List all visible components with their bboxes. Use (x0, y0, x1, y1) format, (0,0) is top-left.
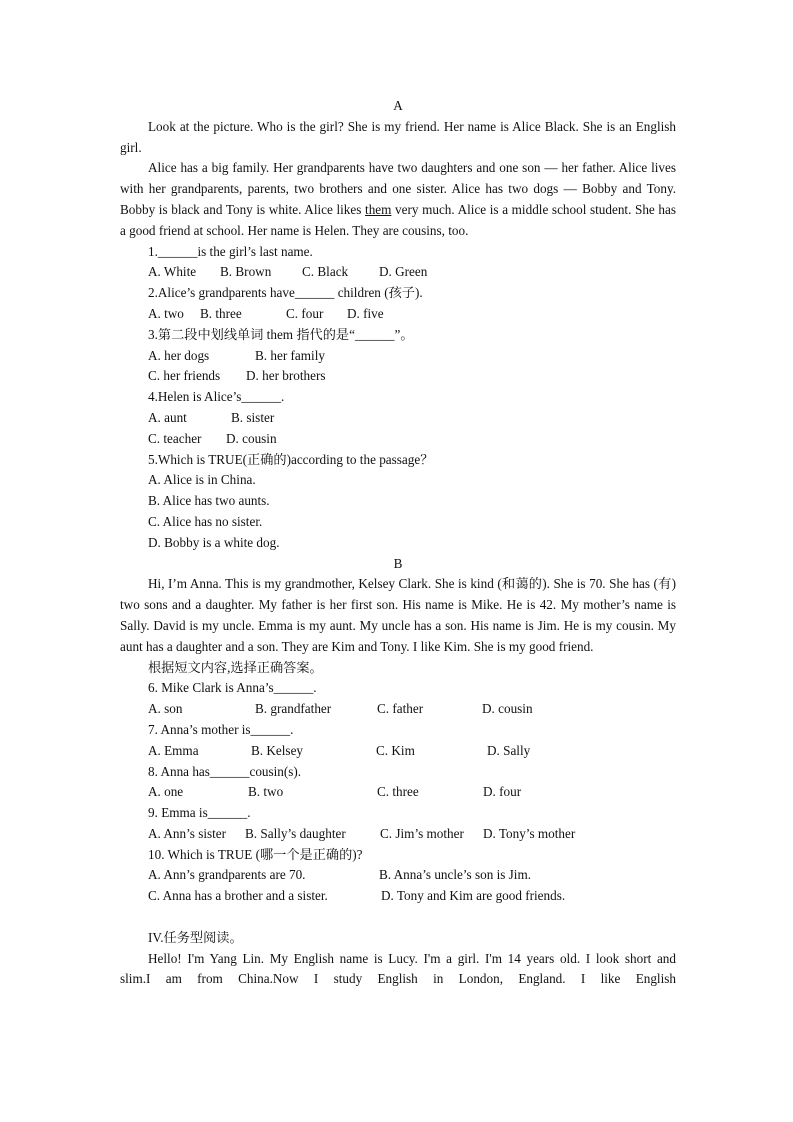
question-8-options (120, 782, 676, 803)
option[interactable]: C. four (286, 305, 324, 321)
passage-iv-line-2: slim.I am from China.Now I study English in London, England. I like English (120, 971, 676, 987)
option[interactable]: D. cousin (482, 701, 533, 717)
option[interactable]: B. Sally’s daughter (245, 825, 346, 841)
spacer (120, 907, 676, 928)
question-2-options (120, 304, 676, 325)
option[interactable]: A. Alice is in China. (148, 472, 256, 488)
option[interactable]: D. Tony’s mother (483, 825, 576, 841)
option[interactable]: B. grandfather (255, 701, 332, 717)
option[interactable]: C. teacher (148, 430, 202, 446)
section-b-heading: B (393, 555, 403, 571)
option[interactable]: B. Alice has two aunts. (148, 493, 270, 509)
option[interactable]: B. her family (255, 347, 325, 363)
question-10: 10. Which is TRUE (哪一个是正确的)? (148, 846, 363, 862)
option[interactable]: D. five (347, 305, 384, 321)
question-9: 9. Emma is______. (148, 805, 251, 821)
question-1-options (120, 262, 676, 283)
section-iv-heading: IV.任务型阅读。 (148, 929, 243, 945)
question-5: 5.Which is TRUE(正确的)according to the passage？ (148, 451, 434, 467)
question-6-options (120, 699, 676, 720)
option[interactable]: D. four (483, 784, 522, 800)
worksheet-page (120, 96, 676, 990)
option[interactable]: D. Tony and Kim are good friends. (381, 888, 566, 904)
option[interactable]: C. Anna has a brother and a sister. (148, 888, 328, 904)
option[interactable]: A. two (148, 305, 184, 321)
option[interactable]: B. two (248, 784, 284, 800)
question-9-options (120, 824, 676, 845)
option[interactable]: B. Brown (220, 264, 272, 280)
option[interactable]: D. her brothers (246, 368, 326, 384)
question-7-options (120, 741, 676, 762)
option[interactable]: D. Sally (487, 742, 531, 758)
option[interactable]: A. White (148, 264, 197, 280)
option[interactable]: C. Jim’s mother (380, 825, 464, 841)
option[interactable]: B. sister (231, 409, 275, 425)
option[interactable]: B. three (200, 305, 242, 321)
question-3-options-row-1 (120, 346, 676, 367)
option[interactable]: C. Alice has no sister. (148, 513, 263, 529)
option[interactable]: A. Emma (148, 742, 199, 758)
passage-iv-line-1: Hello! I'm Yang Lin. My English name is Lucy. I'm a girl. I'm 14 years old. I look short and (148, 950, 676, 966)
option[interactable]: C. father (377, 701, 424, 717)
paragraph-text: Alice has a big family. Her grandparents have two daughters and one son — her father. Alice lives with her grandparents, parents, two brothers and one sister. Alice has two dogs — Bobby and Tony. Bobby is black and Tony is white. Alice likes (120, 160, 676, 217)
option[interactable]: B. Anna’s uncle’s son is Jim. (379, 867, 532, 883)
option[interactable]: A. her dogs (148, 347, 210, 363)
question-4: 4.Helen is Alice’s______. (148, 389, 285, 405)
option[interactable]: A. son (148, 701, 183, 717)
option[interactable]: D. Green (379, 264, 428, 280)
option[interactable]: C. her friends (148, 368, 221, 384)
instruction: 根据短文内容,选择正确答案。 (148, 659, 323, 675)
question-10-options-row-2 (120, 886, 676, 907)
question-3-options-row-2 (120, 366, 676, 387)
option[interactable]: C. three (377, 784, 419, 800)
option[interactable]: D. cousin (226, 430, 277, 446)
question-4-options-row-1 (120, 408, 676, 429)
question-1: 1.______is the girl’s last name. (148, 243, 313, 259)
option[interactable]: B. Kelsey (251, 742, 304, 758)
question-4-options-row-2 (120, 429, 676, 450)
option[interactable]: A. aunt (148, 409, 187, 425)
underlined-word-them: them (365, 201, 392, 217)
question-6: 6. Mike Clark is Anna’s______. (148, 680, 317, 696)
option[interactable]: A. one (148, 784, 184, 800)
question-2: 2.Alice’s grandparents have______ children (孩子). (148, 285, 423, 301)
question-3: 3.第二段中划线单词 them 指代的是“______”。 (148, 326, 414, 342)
option[interactable]: A. Ann’s sister (148, 825, 227, 841)
option[interactable]: A. Ann’s grandparents are 70. (148, 867, 306, 883)
question-7: 7. Anna’s mother is______. (148, 721, 294, 737)
question-8: 8. Anna has______cousin(s). (148, 763, 302, 779)
option[interactable]: C. Kim (376, 742, 415, 758)
option[interactable]: D. Bobby is a white dog. (148, 534, 280, 550)
section-a-heading: A (393, 98, 403, 113)
passage-a-paragraph-1: Look at the picture. Who is the girl? She is my friend. Her name is Alice Black. She is an English girl. (120, 118, 676, 155)
question-10-options-row-1 (120, 865, 676, 886)
passage-b-paragraph: Hi, I’m Anna. This is my grandmother, Kelsey Clark. She is kind (和蔼的). She is 70. She has (有) two sons and a daughter. My father is her first son. His name is Mike. He is 42. My mother’s name is Sally. David is my uncle. Emma is my aunt. My uncle has a son. His name is Jim. He is my cousin. My aunt has a daughter and a son. They are Kim and Tony. I like Kim. She is my good friend. (120, 576, 676, 654)
passage-a-paragraph-2 (120, 158, 676, 241)
paragraph-text: very much. Alice is a middle school student. She has a good friend at school. Her name is Helen. They are cousins, too. (120, 201, 676, 238)
option[interactable]: C. Black (302, 264, 349, 280)
